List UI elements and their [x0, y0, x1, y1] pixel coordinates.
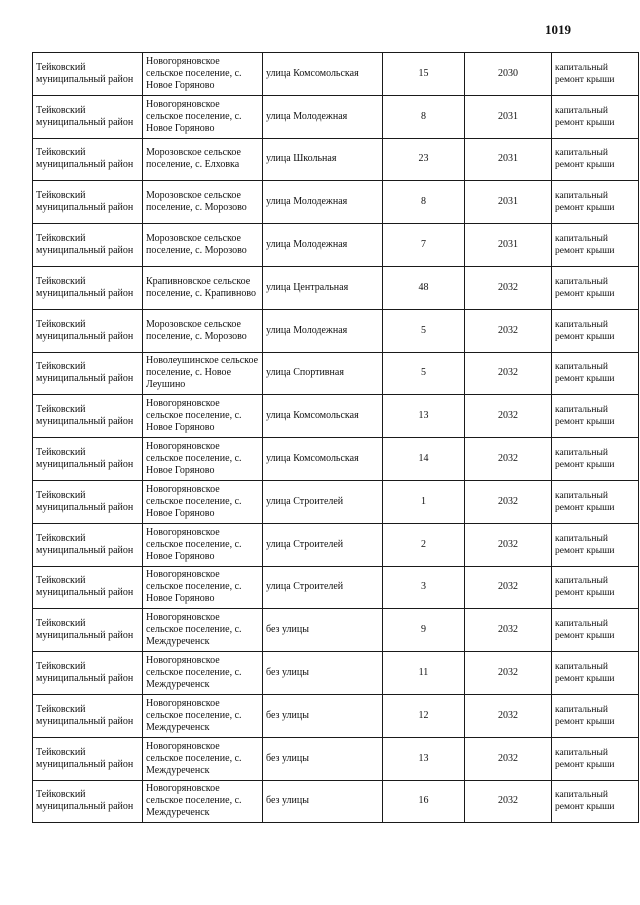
settlement-cell: Морозовское сельское поселение, с. Морозово	[143, 224, 263, 267]
district-cell: Тейковский муниципальный район	[33, 438, 143, 481]
year-cell: 2032	[465, 395, 552, 438]
page-number: 1019	[545, 22, 571, 37]
year-cell: 2032	[465, 266, 552, 309]
table-row	[33, 652, 639, 695]
repair-schedule-table	[32, 52, 639, 823]
district-cell: Тейковский муниципальный район	[33, 53, 143, 96]
table-row	[33, 53, 639, 96]
settlement-cell: Новогоряновское сельское поселение, с. Новое Горяново	[143, 523, 263, 566]
settlement-cell: Новогоряновское сельское поселение, с. Междуреченск	[143, 737, 263, 780]
house-number-cell: 9	[383, 609, 465, 652]
year-cell: 2032	[465, 694, 552, 737]
settlement-cell: Новогоряновское сельское поселение, с. Новое Горяново	[143, 53, 263, 96]
settlement-cell: Крапивновское сельское поселение, с. Крапивново	[143, 266, 263, 309]
year-cell: 2031	[465, 181, 552, 224]
district-cell: Тейковский муниципальный район	[33, 224, 143, 267]
house-number-cell: 8	[383, 181, 465, 224]
house-number-cell: 13	[383, 395, 465, 438]
street-cell: улица Комсомольская	[263, 438, 383, 481]
street-cell: улица Комсомольская	[263, 53, 383, 96]
district-cell: Тейковский муниципальный район	[33, 480, 143, 523]
street-cell: улица Центральная	[263, 266, 383, 309]
work-type-cell: капитальный ремонт крыши	[552, 309, 639, 352]
settlement-cell: Новогоряновское сельское поселение, с. Новое Горяново	[143, 566, 263, 609]
work-type-cell: капитальный ремонт крыши	[552, 138, 639, 181]
work-type-cell: капитальный ремонт крыши	[552, 652, 639, 695]
street-cell: улица Молодежная	[263, 309, 383, 352]
work-type-cell: капитальный ремонт крыши	[552, 609, 639, 652]
settlement-cell: Новогоряновское сельское поселение, с. Новое Горяново	[143, 438, 263, 481]
work-type-cell: капитальный ремонт крыши	[552, 780, 639, 823]
table-row	[33, 395, 639, 438]
table-row	[33, 266, 639, 309]
work-type-cell: капитальный ремонт крыши	[552, 694, 639, 737]
house-number-cell: 8	[383, 95, 465, 138]
work-type-cell: капитальный ремонт крыши	[552, 438, 639, 481]
house-number-cell: 48	[383, 266, 465, 309]
table-row	[33, 780, 639, 823]
settlement-cell: Новогоряновское сельское поселение, с. Новое Горяново	[143, 480, 263, 523]
street-cell: без улицы	[263, 780, 383, 823]
table-body	[33, 53, 639, 823]
street-cell: без улицы	[263, 652, 383, 695]
district-cell: Тейковский муниципальный район	[33, 609, 143, 652]
district-cell: Тейковский муниципальный район	[33, 566, 143, 609]
settlement-cell: Новогоряновское сельское поселение, с. Междуреченск	[143, 694, 263, 737]
district-cell: Тейковский муниципальный район	[33, 694, 143, 737]
street-cell: улица Строителей	[263, 523, 383, 566]
street-cell: без улицы	[263, 694, 383, 737]
house-number-cell: 13	[383, 737, 465, 780]
district-cell: Тейковский муниципальный район	[33, 95, 143, 138]
house-number-cell: 15	[383, 53, 465, 96]
house-number-cell: 14	[383, 438, 465, 481]
work-type-cell: капитальный ремонт крыши	[552, 480, 639, 523]
work-type-cell: капитальный ремонт крыши	[552, 737, 639, 780]
street-cell: улица Молодежная	[263, 95, 383, 138]
year-cell: 2031	[465, 138, 552, 181]
table-row	[33, 480, 639, 523]
settlement-cell: Морозовское сельское поселение, с. Елховка	[143, 138, 263, 181]
work-type-cell: капитальный ремонт крыши	[552, 395, 639, 438]
year-cell: 2032	[465, 737, 552, 780]
district-cell: Тейковский муниципальный район	[33, 181, 143, 224]
work-type-cell: капитальный ремонт крыши	[552, 523, 639, 566]
settlement-cell: Новогоряновское сельское поселение, с. Междуреченск	[143, 609, 263, 652]
street-cell: улица Спортивная	[263, 352, 383, 395]
table-row	[33, 352, 639, 395]
table-row	[33, 609, 639, 652]
house-number-cell: 3	[383, 566, 465, 609]
year-cell: 2032	[465, 309, 552, 352]
table-row	[33, 309, 639, 352]
table-row	[33, 95, 639, 138]
settlement-cell: Морозовское сельское поселение, с. Морозово	[143, 181, 263, 224]
street-cell: улица Школьная	[263, 138, 383, 181]
street-cell: без улицы	[263, 609, 383, 652]
settlement-cell: Новогоряновское сельское поселение, с. Междуреченск	[143, 652, 263, 695]
work-type-cell: капитальный ремонт крыши	[552, 181, 639, 224]
year-cell: 2032	[465, 438, 552, 481]
settlement-cell: Новогоряновское сельское поселение, с. Междуреченск	[143, 780, 263, 823]
work-type-cell: капитальный ремонт крыши	[552, 266, 639, 309]
year-cell: 2032	[465, 652, 552, 695]
street-cell: улица Молодежная	[263, 181, 383, 224]
work-type-cell: капитальный ремонт крыши	[552, 95, 639, 138]
district-cell: Тейковский муниципальный район	[33, 737, 143, 780]
house-number-cell: 1	[383, 480, 465, 523]
year-cell: 2032	[465, 480, 552, 523]
settlement-cell: Новогоряновское сельское поселение, с. Новое Горяново	[143, 95, 263, 138]
district-cell: Тейковский муниципальный район	[33, 780, 143, 823]
district-cell: Тейковский муниципальный район	[33, 352, 143, 395]
settlement-cell: Новолеушинское сельское поселение, с. Новое Леушино	[143, 352, 263, 395]
house-number-cell: 5	[383, 309, 465, 352]
work-type-cell: капитальный ремонт крыши	[552, 224, 639, 267]
work-type-cell: капитальный ремонт крыши	[552, 352, 639, 395]
work-type-cell: капитальный ремонт крыши	[552, 566, 639, 609]
table-row	[33, 694, 639, 737]
table-row	[33, 438, 639, 481]
table-row	[33, 138, 639, 181]
year-cell: 2032	[465, 609, 552, 652]
table-row	[33, 737, 639, 780]
house-number-cell: 5	[383, 352, 465, 395]
house-number-cell: 2	[383, 523, 465, 566]
district-cell: Тейковский муниципальный район	[33, 652, 143, 695]
year-cell: 2032	[465, 352, 552, 395]
district-cell: Тейковский муниципальный район	[33, 266, 143, 309]
year-cell: 2031	[465, 224, 552, 267]
year-cell: 2032	[465, 780, 552, 823]
street-cell: улица Комсомольская	[263, 395, 383, 438]
street-cell: улица Строителей	[263, 566, 383, 609]
district-cell: Тейковский муниципальный район	[33, 309, 143, 352]
street-cell: улица Строителей	[263, 480, 383, 523]
settlement-cell: Новогоряновское сельское поселение, с. Новое Горяново	[143, 395, 263, 438]
house-number-cell: 11	[383, 652, 465, 695]
table-row	[33, 523, 639, 566]
work-type-cell: капитальный ремонт крыши	[552, 53, 639, 96]
house-number-cell: 12	[383, 694, 465, 737]
year-cell: 2032	[465, 523, 552, 566]
district-cell: Тейковский муниципальный район	[33, 523, 143, 566]
house-number-cell: 7	[383, 224, 465, 267]
district-cell: Тейковский муниципальный район	[33, 395, 143, 438]
street-cell: без улицы	[263, 737, 383, 780]
settlement-cell: Морозовское сельское поселение, с. Морозово	[143, 309, 263, 352]
district-cell: Тейковский муниципальный район	[33, 138, 143, 181]
table-row	[33, 566, 639, 609]
street-cell: улица Молодежная	[263, 224, 383, 267]
house-number-cell: 23	[383, 138, 465, 181]
table-row	[33, 224, 639, 267]
year-cell: 2030	[465, 53, 552, 96]
year-cell: 2031	[465, 95, 552, 138]
house-number-cell: 16	[383, 780, 465, 823]
year-cell: 2032	[465, 566, 552, 609]
table-row	[33, 181, 639, 224]
